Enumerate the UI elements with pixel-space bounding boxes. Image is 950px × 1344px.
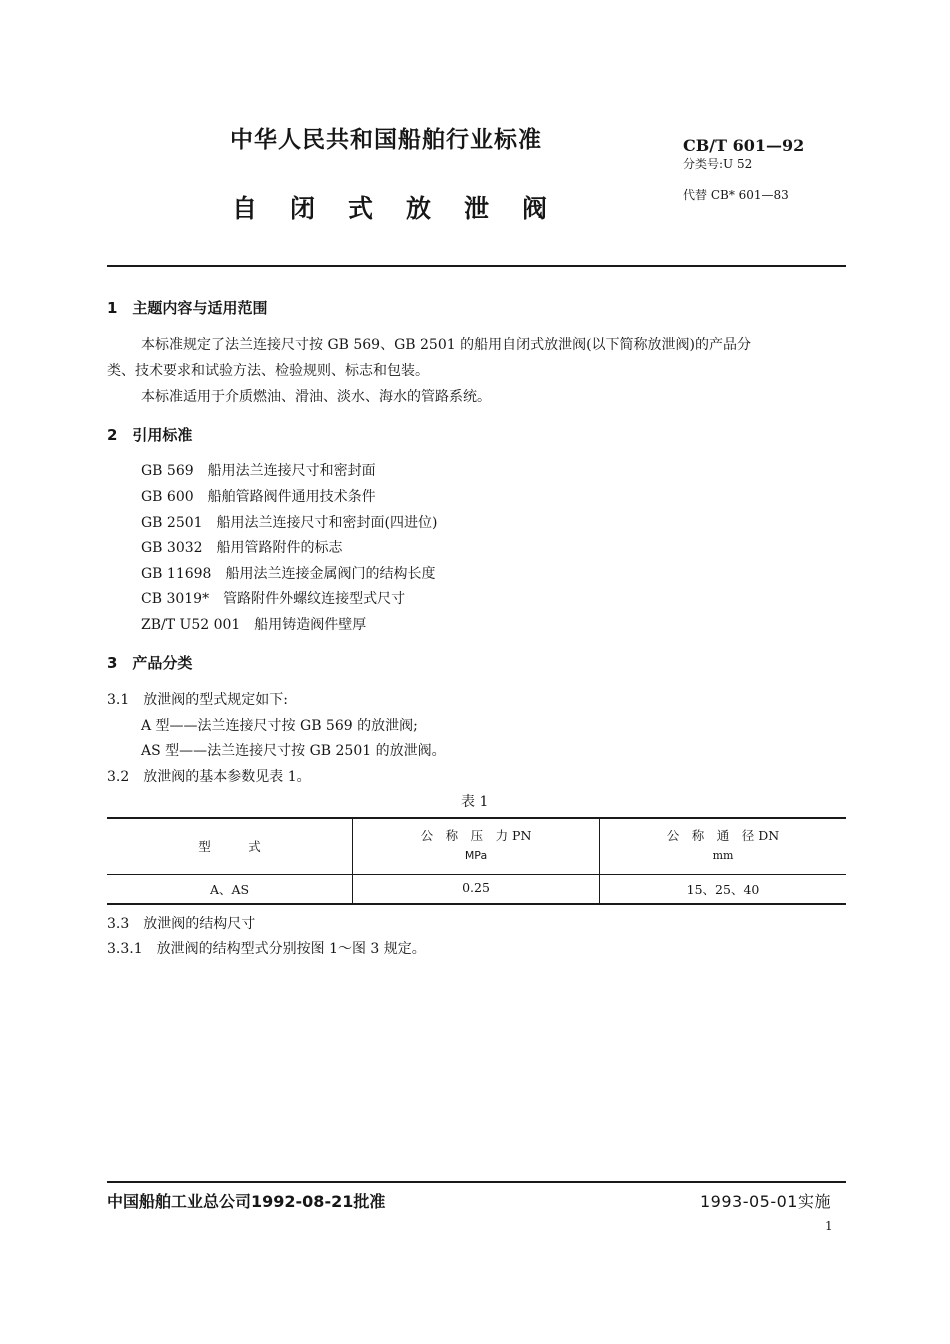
classification-code: 分类号:U 52 — [683, 157, 753, 171]
doc-title-char: 泄 — [464, 194, 490, 223]
reference-item: GB 2501 船用法兰连接尺寸和密封面(四进位) — [141, 515, 438, 531]
section-1-paragraph-line: 本标准规定了法兰连接尺寸按 GB 569、GB 2501 的船用自闭式放泄阀(以下简称放泄阀)的产品分 — [141, 337, 752, 353]
table-header-pressure-unit: MPa — [464, 849, 488, 862]
clause-3-2: 3.2 放泄阀的基本参数见表 1。 — [107, 769, 311, 785]
type-a-definition: A 型——法兰连接尺寸按 GB 569 的放泄阀; — [141, 718, 418, 734]
table-caption: 表 1 — [461, 794, 489, 810]
reference-item: GB 3032 船用管路附件的标志 — [141, 540, 343, 556]
table-header-pressure: 公 称 压 力 PN — [420, 828, 532, 843]
table-header-rule — [107, 874, 846, 875]
table-cell-diameter: 15、25、40 — [686, 882, 760, 897]
table-header-diameter-unit: mm — [712, 849, 734, 862]
standard-number: CB/T 601—92 — [683, 136, 805, 155]
header-title: 中华人民共和国船舶行业标准 — [230, 127, 542, 153]
section-1-heading: 1 主题内容与适用范围 — [107, 299, 268, 317]
table-bottom-rule — [107, 903, 846, 905]
reference-item: GB 600 船舶管路阀件通用技术条件 — [141, 489, 376, 505]
clause-3-1: 3.1 放泄阀的型式规定如下: — [107, 692, 288, 708]
effective-date: 1993-05-01实施 — [700, 1192, 831, 1211]
section-2-heading: 2 引用标准 — [107, 426, 193, 444]
section-1-paragraph-line: 类、技术要求和试验方法、检验规则、标志和包装。 — [107, 363, 429, 379]
reference-item: GB 11698 船用法兰连接金属阀门的结构长度 — [141, 566, 436, 582]
section-3-heading: 3 产品分类 — [107, 654, 193, 672]
approval-statement: 中国船舶工业总公司1992-08-21批准 — [107, 1192, 386, 1211]
doc-title-char: 式 — [348, 194, 374, 223]
header-rule — [107, 265, 846, 267]
footer-rule — [107, 1181, 846, 1183]
doc-title-char: 闭 — [290, 194, 316, 223]
reference-item: GB 569 船用法兰连接尺寸和密封面 — [141, 463, 376, 479]
reference-item: CB 3019* 管路附件外螺纹连接型式尺寸 — [141, 591, 406, 607]
section-1-paragraph: 本标准适用于介质燃油、滑油、淡水、海水的管路系统。 — [141, 389, 491, 405]
table-top-rule — [107, 817, 846, 819]
table-header-type: 型 式 — [198, 839, 261, 854]
doc-title-char: 阀 — [522, 194, 548, 223]
clause-3-3-1: 3.3.1 放泄阀的结构型式分别按图 1～图 3 规定。 — [107, 941, 426, 957]
replaces-standard: 代替 CB* 601—83 — [683, 188, 789, 202]
doc-title-char: 放 — [406, 194, 432, 223]
reference-item: ZB/T U52 001 船用铸造阀件壁厚 — [141, 617, 367, 633]
table-header-diameter: 公 称 通 径 DN — [666, 828, 780, 843]
document-title — [232, 189, 580, 225]
page-number: 1 — [825, 1219, 833, 1233]
table-cell-pressure: 0.25 — [462, 880, 490, 895]
clause-3-3: 3.3 放泄阀的结构尺寸 — [107, 916, 256, 932]
table-cell-type: A、AS — [209, 882, 250, 897]
doc-title-char: 自 — [232, 194, 258, 223]
type-as-definition: AS 型——法兰连接尺寸按 GB 2501 的放泄阀。 — [141, 743, 446, 759]
